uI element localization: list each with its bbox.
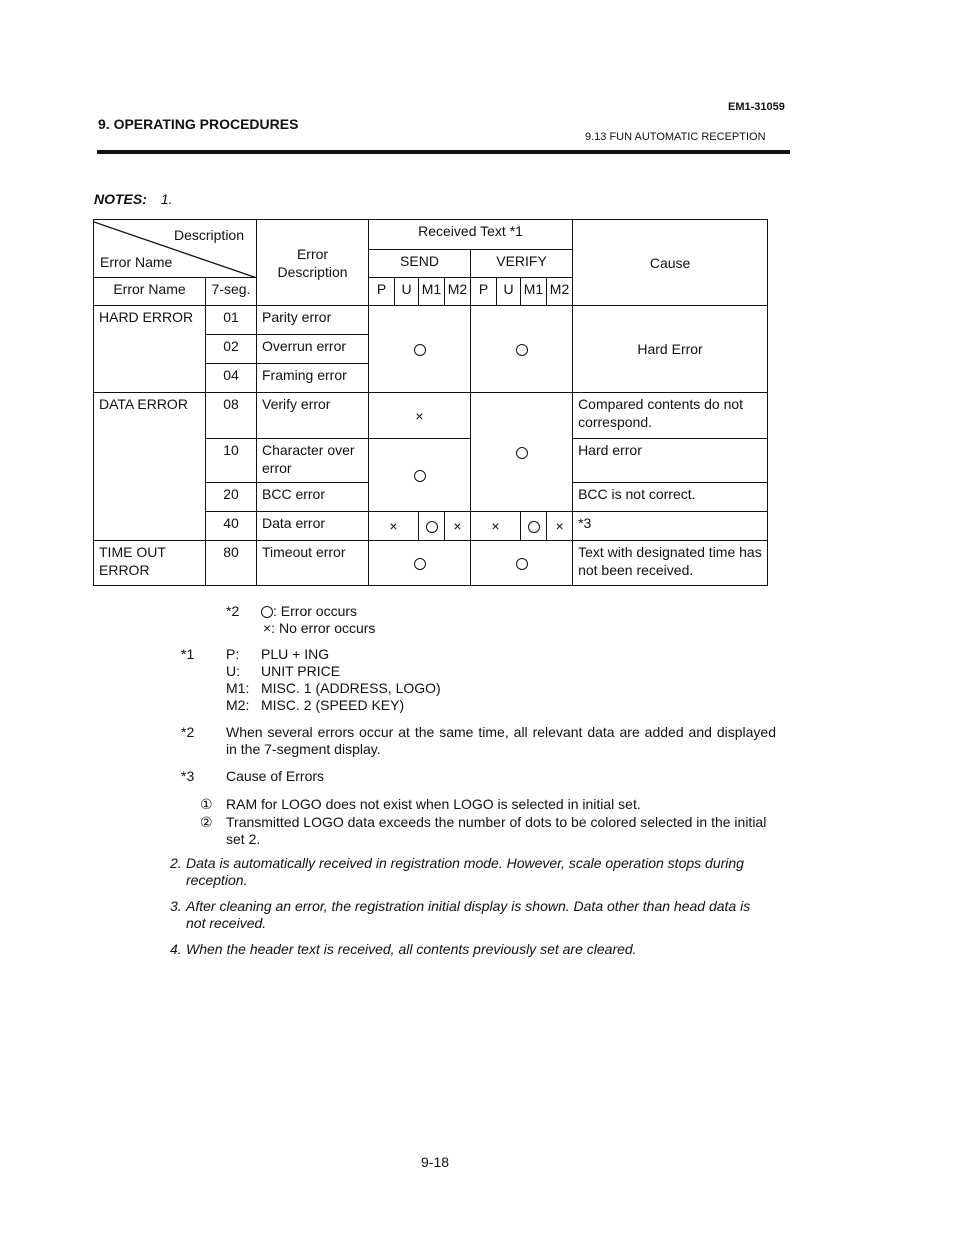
legend-ref: *2	[226, 603, 240, 619]
section-title: 9.13 FUN AUTOMATIC RECEPTION	[585, 131, 766, 143]
desc-framing-error: Framing error	[257, 364, 369, 393]
desc-character-over-error: Character over error	[257, 439, 369, 483]
code-01: 01	[206, 306, 257, 335]
error-occurs-mark	[414, 470, 426, 482]
error-occurs-mark	[528, 521, 540, 533]
desc-overrun-error: Overrun error	[257, 335, 369, 364]
code-20: 20	[206, 483, 257, 512]
cause-char-over: Hard error	[573, 439, 768, 483]
verify-header: VERIFY	[471, 250, 573, 278]
seg7-header: 7-seg.	[206, 278, 257, 306]
note-4-number: 4.	[170, 941, 182, 957]
cause-bcc: BCC is not correct.	[573, 483, 768, 512]
data-verify-m1-mark	[521, 512, 547, 541]
fn1-val-p: PLU + ING	[261, 646, 330, 662]
received-text-header: Received Text *1	[369, 220, 573, 250]
cause-verify: Compared contents do not correspond.	[573, 393, 768, 439]
sub-col-p: P	[369, 278, 395, 306]
error-description-header: Error Description	[257, 220, 369, 306]
error-table	[93, 219, 768, 586]
legend-no-error: ×: No error occurs	[263, 620, 376, 636]
row-time-out-error-name: TIME OUT ERROR	[94, 541, 206, 586]
notes-heading	[94, 191, 173, 207]
hard-send-mark	[369, 306, 471, 393]
desc-timeout-error: Timeout error	[257, 541, 369, 586]
cause-hard-error: Hard Error	[573, 306, 768, 393]
data-send-m2-mark: ×	[445, 512, 471, 541]
note-2-text: Data is automatically received in registration mode. However, scale operation stops during reception.	[186, 855, 744, 888]
timeout-verify-mark	[471, 541, 573, 586]
cause-timeout: Text with designated time has not been received.	[573, 541, 768, 586]
cause-item-1-text: RAM for LOGO does not exist when LOGO is selected in initial set.	[226, 796, 641, 812]
sub-col-m1: M1	[521, 278, 547, 306]
desc-data-error: Data error	[257, 512, 369, 541]
header-diagonal-cell	[94, 220, 257, 278]
desc-bcc-error: BCC error	[257, 483, 369, 512]
code-02: 02	[206, 335, 257, 364]
verify-send-mark: ×	[369, 393, 471, 439]
notes-number: 1.	[160, 191, 173, 207]
cause-header: Cause	[573, 220, 768, 306]
char-bcc-send-mark	[369, 439, 471, 512]
legend-occurs-text: : Error occurs	[273, 603, 358, 619]
legend-occurs	[261, 603, 357, 620]
error-name-header: Error Name	[94, 278, 206, 306]
error-occurs-mark	[516, 344, 528, 356]
data-verify-pu-mark: ×	[471, 512, 521, 541]
footnote-1-ref: *1	[181, 646, 195, 662]
data-verify-m2-mark: ×	[547, 512, 573, 541]
page-number: 9-18	[421, 1154, 450, 1170]
note-2-number: 2.	[170, 855, 182, 871]
sub-col-p: P	[471, 278, 497, 306]
code-10: 10	[206, 439, 257, 483]
cause-item-2-text: Transmitted LOGO data exceeds the number of dots to be colored selected in the initial set 2.	[226, 814, 767, 847]
footnote-2-text: When several errors occur at the same time, all relevant data are added and displayed in the 7-segment display.	[226, 724, 776, 757]
send-header: SEND	[369, 250, 471, 278]
chapter-title: 9. OPERATING PROCEDURES	[98, 116, 299, 132]
footnote-3-title: Cause of Errors	[226, 768, 325, 784]
data-send-m1-mark	[419, 512, 445, 541]
sub-col-m2: M2	[445, 278, 471, 306]
code-08: 08	[206, 393, 257, 439]
cause-item-2-marker: ②	[200, 814, 213, 830]
code-40: 40	[206, 512, 257, 541]
data-send-pu-mark: ×	[369, 512, 419, 541]
code-80: 80	[206, 541, 257, 586]
sub-col-u: U	[395, 278, 419, 306]
fn1-key-p: P:	[226, 646, 240, 662]
footnote-3-ref: *3	[181, 768, 195, 784]
note-3-text: After cleaning an error, the registration initial display is shown. Data other than head data is not received.	[186, 898, 751, 931]
desc-verify-error: Verify error	[257, 393, 369, 439]
description-label: Description	[173, 227, 244, 243]
error-name-label: Error Name	[100, 254, 173, 270]
cause-data: *3	[573, 512, 768, 541]
sub-col-u: U	[497, 278, 521, 306]
error-occurs-mark	[516, 447, 528, 459]
row-data-error-name: DATA ERROR	[94, 393, 206, 541]
document-id: EM1-31059	[728, 101, 785, 113]
row-hard-error-name: HARD ERROR	[94, 306, 206, 393]
error-occurs-mark	[426, 521, 438, 533]
error-occurs-mark	[516, 558, 528, 570]
fn1-key-m2: M2:	[226, 697, 250, 713]
cause-item-1-marker: ①	[200, 796, 213, 812]
header-rule	[97, 150, 790, 154]
data-verify-mark	[471, 393, 573, 512]
fn1-val-m2: MISC. 2 (SPEED KEY)	[261, 697, 405, 713]
timeout-send-mark	[369, 541, 471, 586]
sub-col-m2: M2	[547, 278, 573, 306]
hard-verify-mark	[471, 306, 573, 393]
error-occurs-mark	[414, 344, 426, 356]
code-04: 04	[206, 364, 257, 393]
fn1-val-u: UNIT PRICE	[261, 663, 341, 679]
note-4-text: When the header text is received, all contents previously set are cleared.	[186, 941, 637, 957]
footnote-2-ref: *2	[181, 724, 195, 740]
notes-label: NOTES:	[94, 191, 147, 207]
fn1-key-m1: M1:	[226, 680, 250, 696]
desc-parity-error: Parity error	[257, 306, 369, 335]
error-occurs-mark	[414, 558, 426, 570]
sub-col-m1: M1	[419, 278, 445, 306]
note-3-number: 3.	[170, 898, 182, 914]
fn1-key-u: U:	[226, 663, 240, 679]
fn1-val-m1: MISC. 1 (ADDRESS, LOGO)	[261, 680, 441, 696]
error-occurs-mark	[261, 606, 273, 618]
